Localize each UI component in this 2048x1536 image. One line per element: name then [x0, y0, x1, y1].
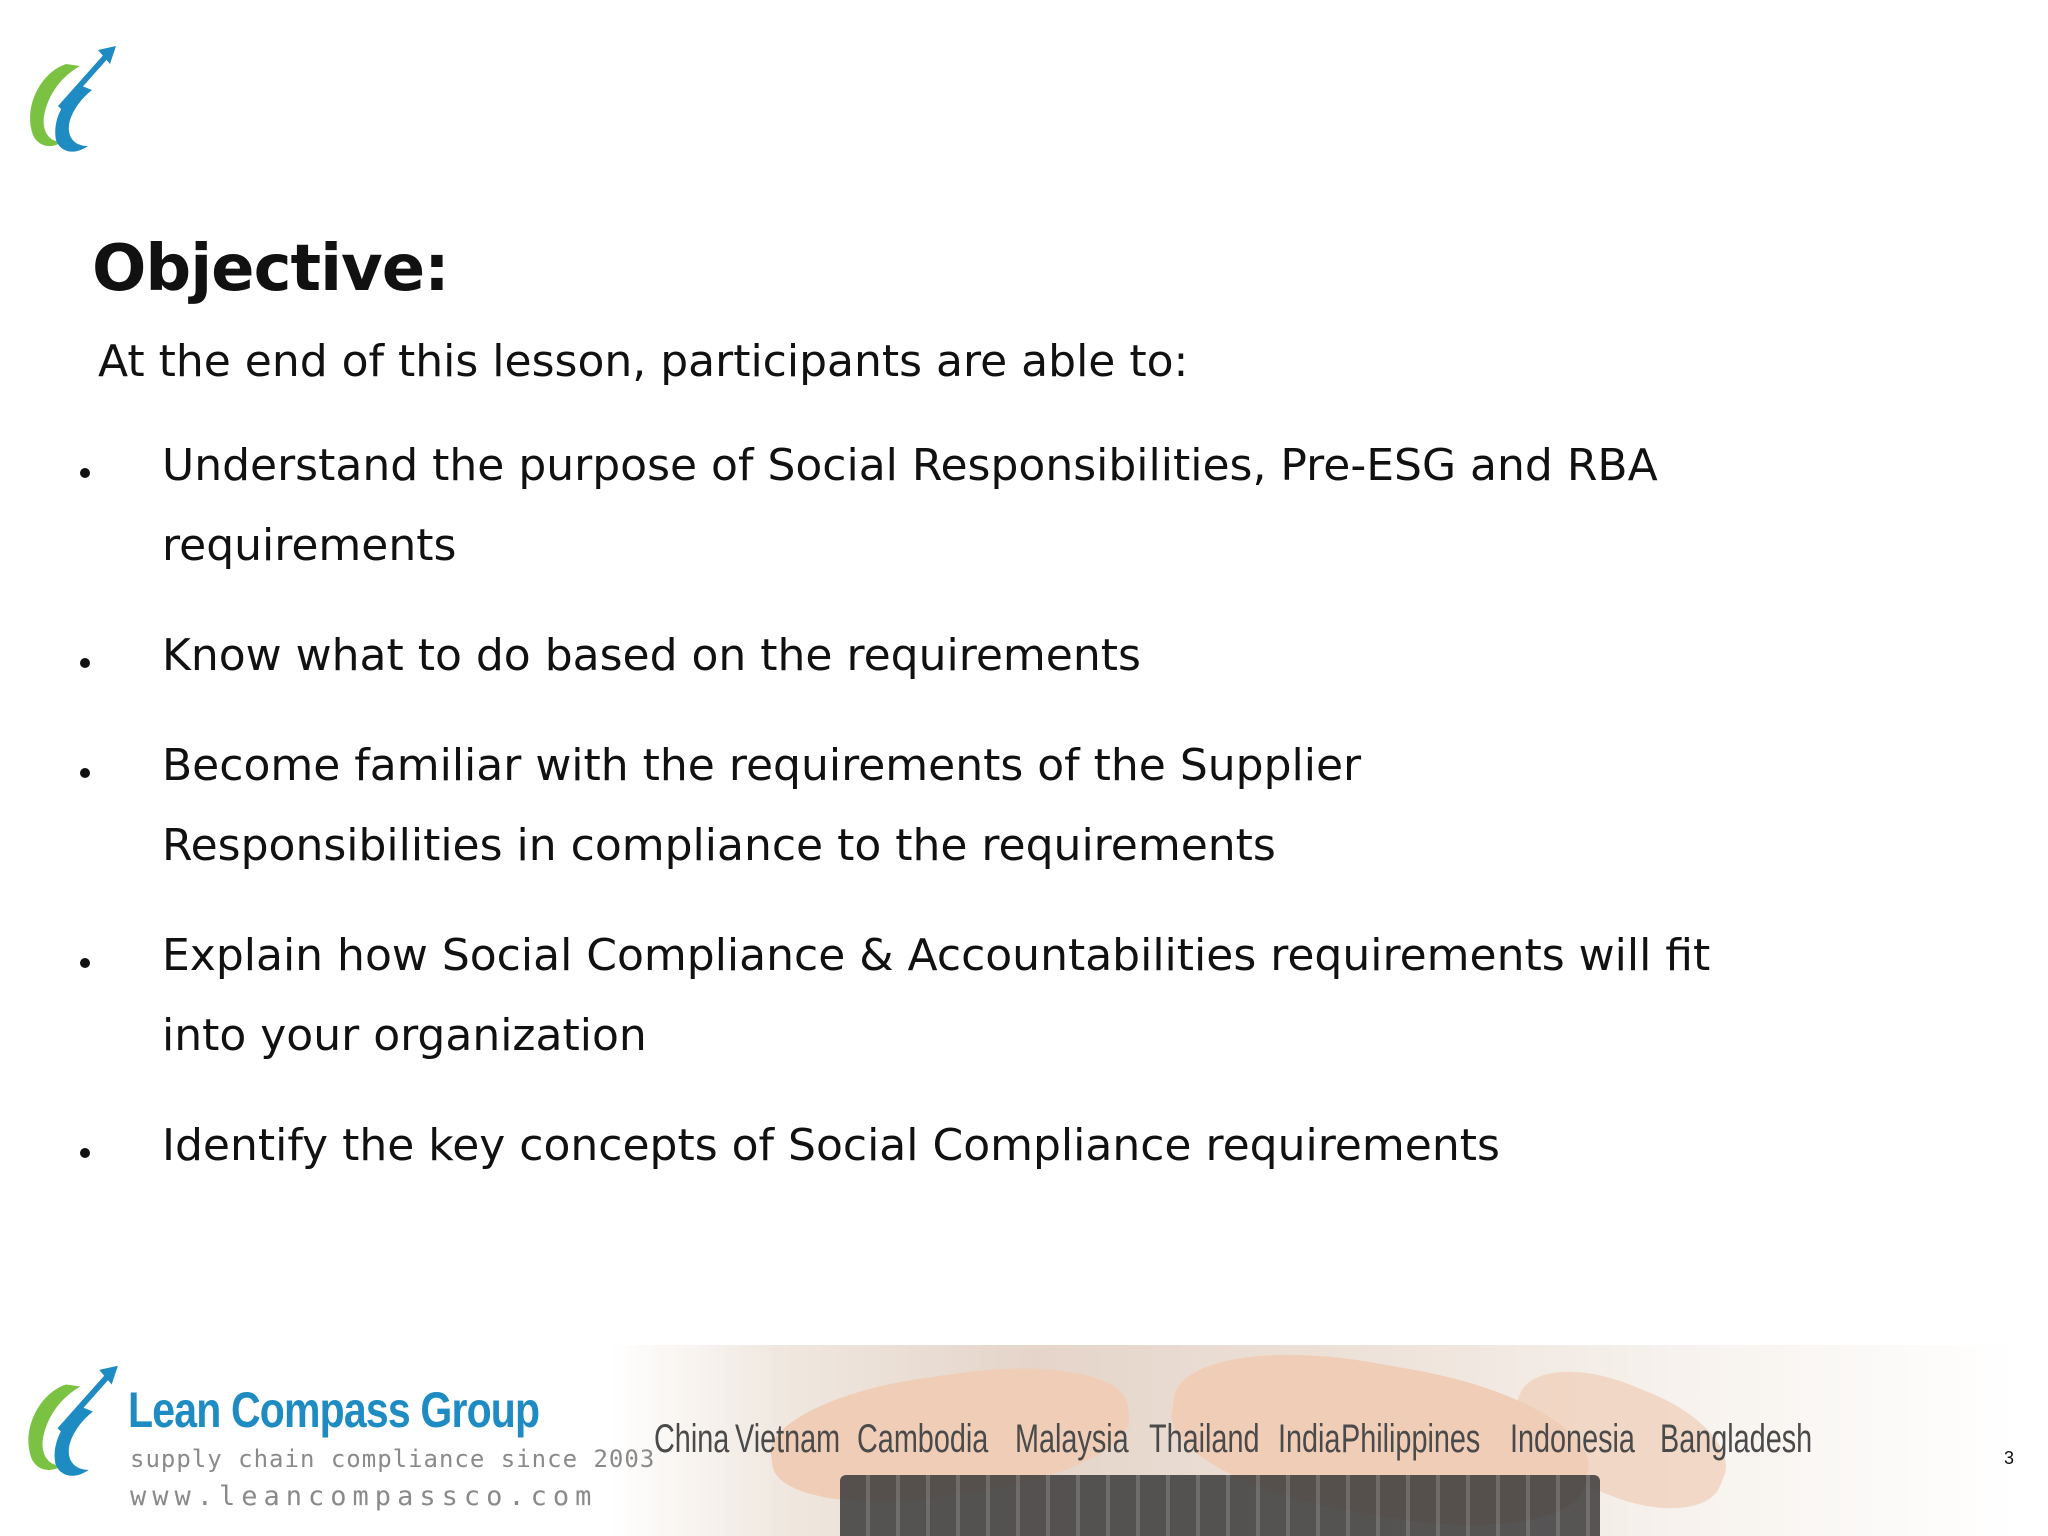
brand-tagline: supply chain compliance since 2003 — [130, 1445, 656, 1473]
objective-item — [80, 1106, 1680, 1186]
country-label: Philippines — [1340, 1417, 1481, 1461]
objective-text: Identify the key concepts of Social Compliance requirements — [162, 1120, 1500, 1171]
intro-text: At the end of this lesson, participants are able to: — [98, 336, 1189, 387]
objective-text: Explain how Social Compliance & Accountabilities requirements will fit into your organization — [162, 930, 1711, 1061]
country-label: Bangladesh — [1659, 1417, 1812, 1461]
bullet-icon — [80, 658, 90, 668]
page-number: 3 — [2004, 1448, 2015, 1468]
bullet-icon — [80, 958, 90, 968]
objective-text: Understand the purpose of Social Responsibilities, Pre-ESG and RBA requirements — [162, 440, 1658, 571]
country-list — [654, 1417, 1825, 1462]
objective-text: Become familiar with the requirements of the Supplier Responsibilities in compliance to the requirements — [162, 740, 1362, 871]
brand-website: www.leancompassco.com — [130, 1481, 598, 1512]
country-label: India — [1278, 1417, 1341, 1461]
bullet-icon — [80, 468, 90, 478]
objective-item — [80, 426, 1680, 586]
objective-item — [80, 916, 1711, 1076]
lean-compass-logo-icon — [20, 1365, 120, 1481]
country-label: Cambodia — [856, 1417, 988, 1461]
objectives-list — [80, 426, 1711, 1216]
country-label: Malaysia — [1014, 1417, 1129, 1461]
objective-item — [80, 726, 1680, 886]
country-label: Indonesia — [1510, 1417, 1636, 1461]
keyboard-image — [840, 1475, 1600, 1536]
country-label: China — [654, 1417, 730, 1461]
brand-name: Lean Compass Group — [128, 1382, 540, 1438]
objective-item — [80, 616, 1680, 696]
footer-banner — [0, 1345, 2048, 1536]
country-label: Thailand — [1148, 1417, 1260, 1461]
bullet-icon — [80, 1148, 90, 1158]
objective-text: Know what to do based on the requirements — [162, 630, 1141, 681]
lean-compass-logo-icon — [22, 46, 118, 156]
country-label: Vietnam — [734, 1417, 840, 1461]
slide-title: Objective: — [92, 232, 449, 306]
bullet-icon — [80, 768, 90, 778]
